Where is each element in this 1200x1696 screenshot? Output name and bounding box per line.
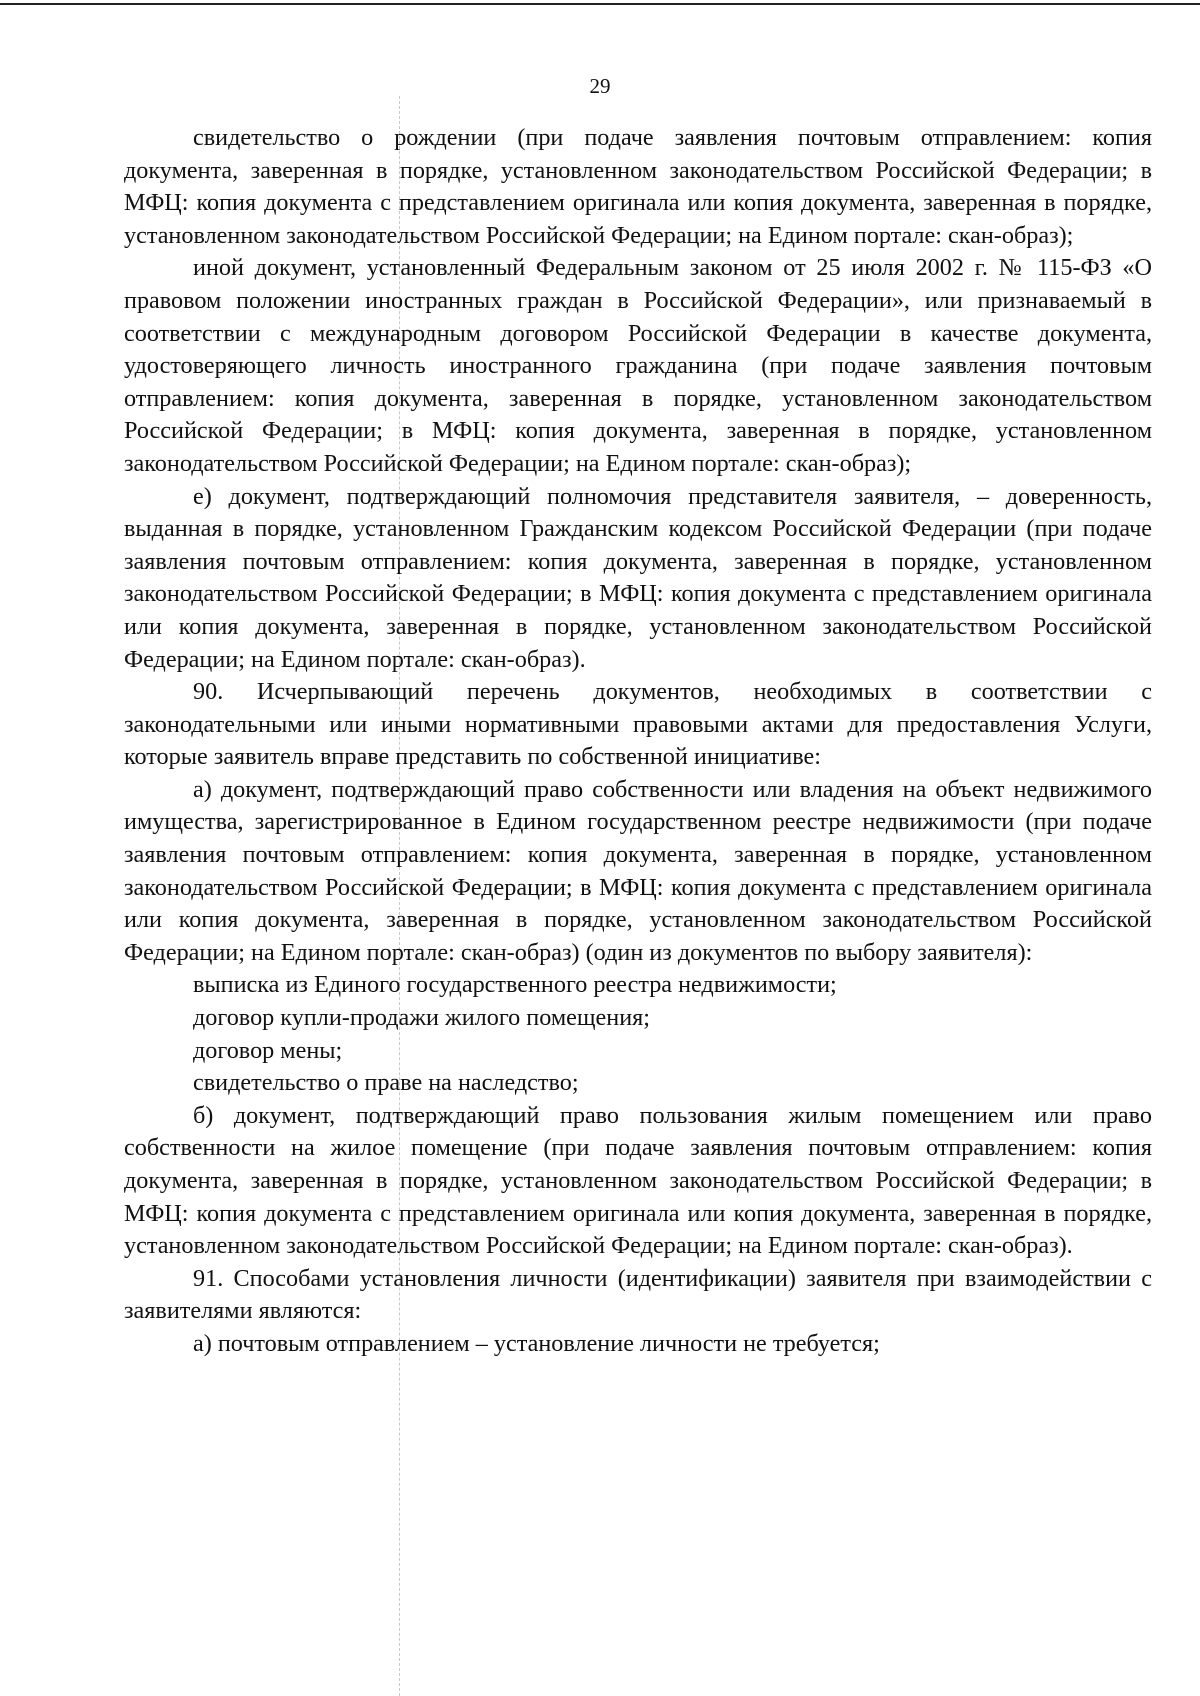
paragraph-91-a: а) почтовым отправлением – установление личности не требуется; — [193, 1329, 880, 1357]
list-item-sale-contract: договор купли-продажи жилого помещения; — [193, 1004, 650, 1032]
list-item-egrn-extract: выписка из Единого государственного реестра недвижимости; — [193, 971, 837, 999]
list-item-inheritance-certificate: свидетельство о праве на наследство; — [193, 1069, 579, 1097]
paragraph-90: 90. Исчерпывающий перечень документов, необходимых в соответствии с законодательными или иными нормативными правовыми актами для предоставления Услуги, которые заявитель вправе представить по собственной инициативе: — [124, 678, 1152, 771]
list-item-exchange-contract: договор мены; — [193, 1036, 343, 1064]
document-body — [124, 122, 1152, 1361]
paragraph-90-b: б) документ, подтверждающий право пользования жилым помещением или право собственности на жилое помещение (при подаче заявления почтовым отправлением: копия документа, заверенная в порядке, установленном законодательством Российской Федерации; в МФЦ: копия документа с представлением оригинала или копия документа, заверенная в порядке, установленном законодательством Российской Федерации; на Едином портале: скан-образ). — [124, 1101, 1152, 1260]
paragraph-90-a: а) документ, подтверждающий право собственности или владения на объект недвижимого имущества, зарегистрированное в Едином государственном реестре недвижимости (при подаче заявления почтовым отправлением: копия документа, заверенная в порядке, установленном законодательством Российской Федерации; в МФЦ: копия документа с представлением оригинала или копия документа, заверенная в порядке, установленном законодательством Российской Федерации; на Едином портале: скан-образ) (один из документов по выбору заявителя): — [124, 775, 1152, 966]
paragraph-91: 91. Способами установления личности (идентификации) заявителя при взаимодействии с заявителями являются: — [124, 1264, 1152, 1325]
paragraph-foreign-document: иной документ, установленный Федеральным законом от 25 июля 2002 г. № 115-ФЗ «О правовом положении иностранных граждан в Российской Федерации», или признаваемый в соответствии с международным договором Российской Федерации в качестве документа, удостоверяющего личность иностранного гражданина (при подаче заявления почтовым отправлением: копия документа, заверенная в порядке, установленном законодательством Российской Федерации; в МФЦ: копия документа, заверенная в порядке, установленном законодательством Российской Федерации; на Едином портале: скан-образ); — [124, 254, 1152, 477]
page-number: 29 — [589, 74, 611, 98]
paragraph-e-power-of-attorney: е) документ, подтверждающий полномочия представителя заявителя, – доверенность, выданная в порядке, установленном Гражданским кодексом Российской Федерации (при подаче заявления почтовым отправлением: копия документа, заверенная в порядке, установленном законодательством Российской Федерации; в МФЦ: копия документа с представлением оригинала или копия документа, заверенная в порядке, установленном законодательством Российской Федерации; на Едином портале: скан-образ). — [124, 482, 1152, 673]
paragraph-birth-certificate: свидетельство о рождении (при подаче заявления почтовым отправлением: копия документа, заверенная в порядке, установленном законодательством Российской Федерации; в МФЦ: копия документа с представлением оригинала или копия документа, заверенная в порядке, установленном законодательством Российской Федерации; на Едином портале: скан-образ); — [124, 124, 1152, 249]
top-border-line — [0, 3, 1200, 5]
